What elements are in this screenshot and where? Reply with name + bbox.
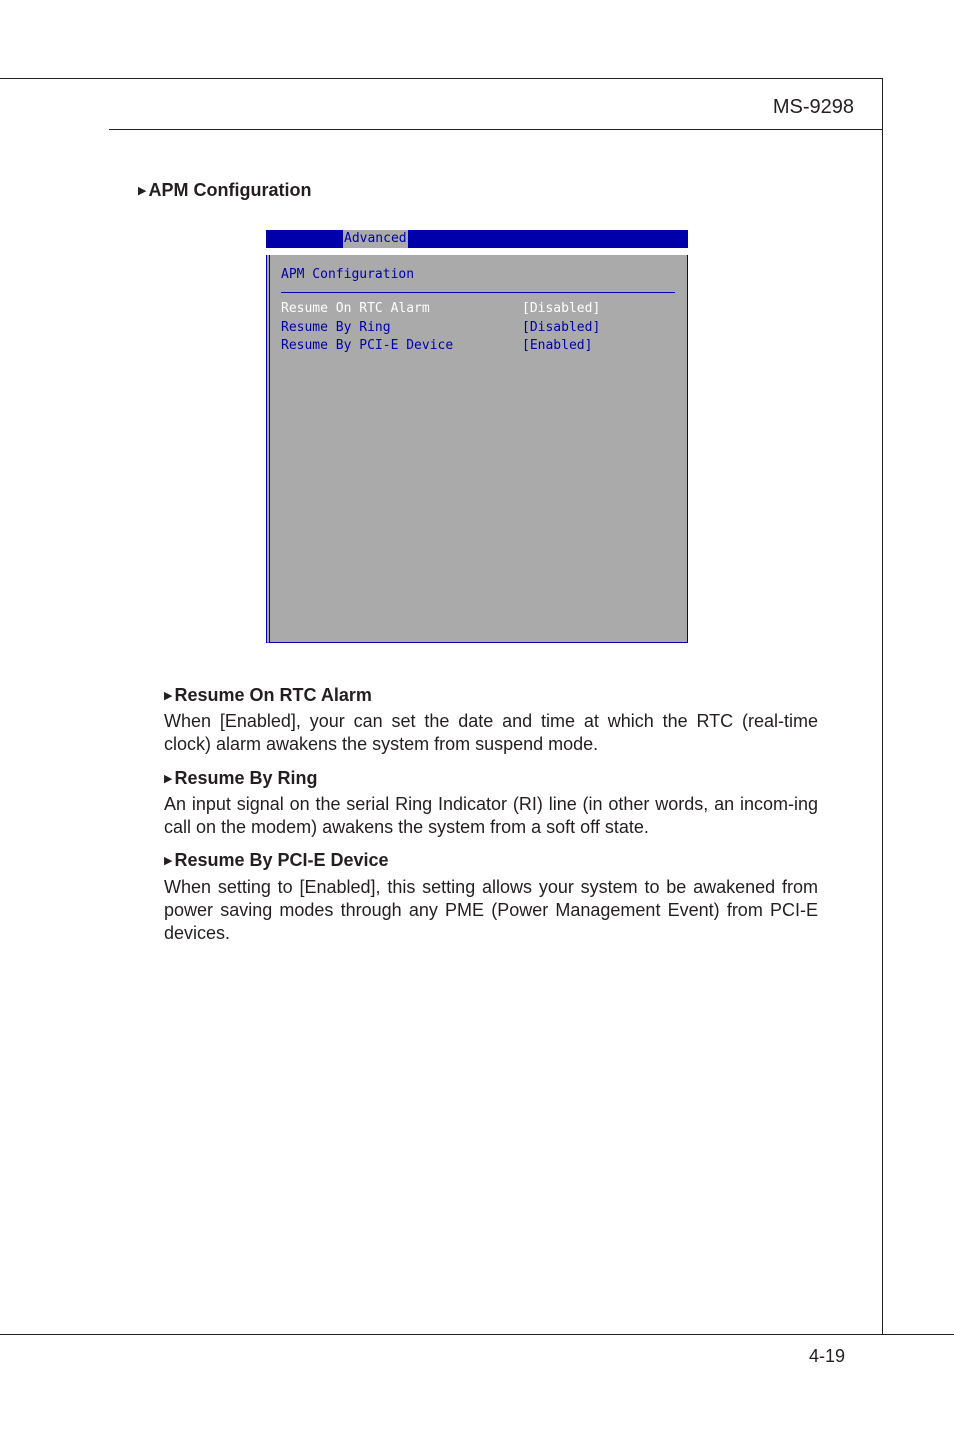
bios-screenshot (266, 230, 688, 643)
section-heading (138, 180, 311, 201)
item-heading-rtc (164, 685, 372, 706)
item-text-ring: An input signal on the serial Ring Indicator (RI) line (in other words, an incom-ing call on the modem) awakens the system from a soft off state. (164, 794, 818, 837)
bios-panel (266, 255, 688, 643)
triangle-right-icon: ▶ (138, 185, 147, 197)
item-title: Resume By Ring (174, 768, 318, 788)
tab-advanced[interactable]: Advanced (344, 231, 407, 246)
header-rule (109, 129, 883, 130)
bios-row-label: Resume On RTC Alarm (281, 301, 430, 316)
bios-row-value[interactable]: [Disabled] (522, 301, 601, 316)
bios-row-label: Resume By Ring (281, 320, 391, 335)
item-heading-ring (164, 768, 318, 789)
page-number: 4-19 (808, 1346, 845, 1366)
right-rule (882, 78, 883, 1335)
item-text-rtc: When [Enabled], your can set the date and time at which the RTC (real-time clock) alarm awakens the system from suspend mode. (164, 711, 818, 754)
item-text-pcie: When setting to [Enabled], this setting allows your system to be awakened from power saving modes through any PME (Power Management Event) from PCI-E devices. (164, 877, 818, 943)
bios-separator (281, 292, 675, 293)
bios-menu-bar (266, 230, 688, 248)
item-title: Resume On RTC Alarm (174, 685, 372, 705)
bios-row-resume-rtc[interactable] (281, 300, 675, 318)
triangle-right-icon: ▶ (164, 773, 173, 785)
section-title: APM Configuration (148, 180, 312, 200)
triangle-right-icon: ▶ (164, 855, 173, 867)
bios-row-value[interactable]: [Enabled] (522, 338, 593, 353)
triangle-right-icon: ▶ (164, 690, 173, 702)
bios-row-resume-pcie[interactable] (281, 337, 675, 355)
model-number: MS-9298 (772, 96, 854, 118)
item-title: Resume By PCI-E Device (174, 850, 389, 870)
bios-panel-title: APM Configuration (281, 267, 415, 282)
bios-row-value[interactable]: [Disabled] (522, 320, 601, 335)
bottom-rule (0, 1334, 954, 1335)
item-heading-pcie (164, 850, 389, 871)
bios-row-resume-ring[interactable] (281, 319, 675, 337)
bios-row-label: Resume By PCI-E Device (281, 338, 454, 353)
top-rule (0, 78, 883, 79)
